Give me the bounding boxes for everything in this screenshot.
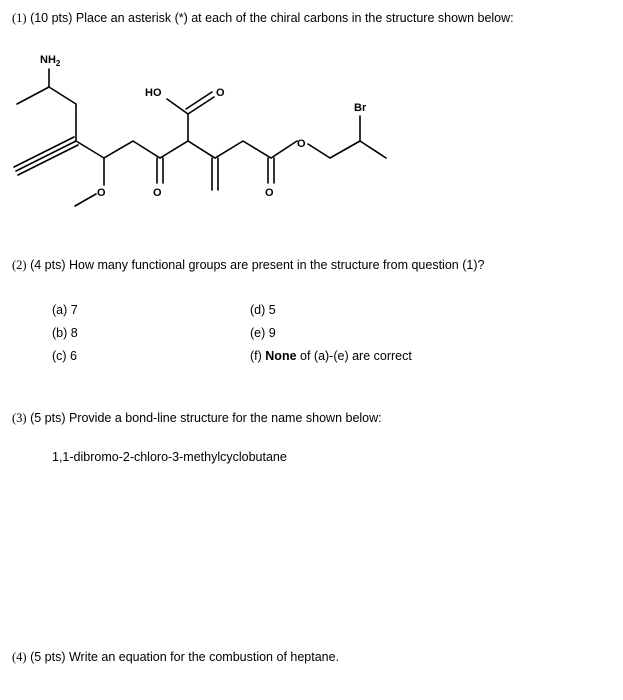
o-methoxy-label: O — [97, 187, 106, 199]
question-text: (5 pts) Write an equation for the combustion of heptane. — [30, 650, 340, 664]
compound-name: 1,1-dibromo-2-chloro-3-methylcyclobutane — [52, 450, 287, 464]
question-2 — [12, 258, 484, 273]
bond — [49, 87, 76, 104]
main-chain — [76, 141, 297, 158]
question-number: (2) — [12, 258, 27, 272]
question-number: (3) — [12, 411, 27, 425]
question-3 — [12, 411, 382, 426]
bond — [75, 194, 96, 206]
o-carboxyl-label: O — [216, 87, 225, 99]
question-text: (4 pts) How many functional groups are present in the structure from question (1)? — [30, 258, 485, 272]
option-f — [250, 349, 412, 363]
ho-label: HO — [145, 87, 162, 99]
option-b: (b) 8 — [52, 326, 78, 340]
bond — [167, 99, 188, 114]
question-number: (4) — [12, 650, 27, 664]
o-ether-label: O — [297, 138, 306, 150]
o-ketone-label: O — [265, 187, 274, 199]
question-text: (10 pts) Place an asterisk (*) at each of the chiral carbons in the structure shown below: — [30, 11, 514, 25]
question-4 — [12, 650, 339, 665]
option-a: (a) 7 — [52, 303, 78, 317]
nh2-label: $NH_2$ — [40, 54, 61, 68]
triple-bond-line — [16, 141, 76, 171]
bond — [308, 144, 330, 158]
option-f-bold: None — [265, 349, 297, 363]
option-d: (d) 5 — [250, 303, 276, 317]
bond — [360, 141, 386, 158]
option-c: (c) 6 — [52, 349, 77, 363]
br-label: Br — [354, 102, 367, 114]
o-ketone-label: O — [153, 187, 162, 199]
bond — [17, 87, 49, 104]
chemical-structure — [0, 0, 623, 240]
bond — [330, 141, 360, 158]
question-text: (5 pts) Provide a bond-line structure for the name shown below: — [30, 411, 382, 425]
option-f-suffix: of (a)-(e) are correct — [296, 349, 412, 363]
option-e: (e) 9 — [250, 326, 276, 340]
question-number: (1) — [12, 11, 27, 25]
option-f-prefix: (f) — [250, 349, 266, 363]
